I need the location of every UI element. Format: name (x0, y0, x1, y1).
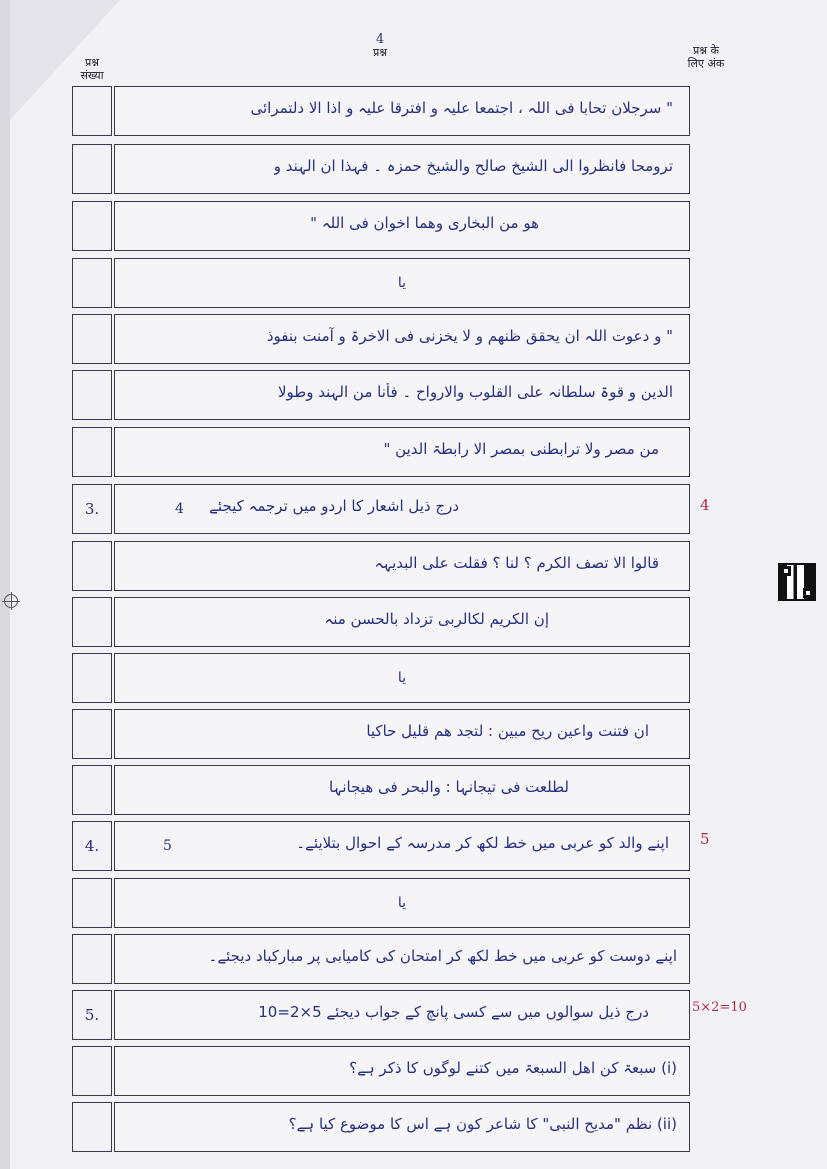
question-text-cell (114, 934, 690, 984)
question-text: (ii) نظم "مدیح النبی" کا شاعر کون ہے اس کا موضوع کیا ہے؟ (288, 1115, 677, 1133)
question-number-cell (72, 1046, 112, 1096)
question-text: " و دعوت اللہ ان یحقق ظنهم و لا یخزنی فی الاخرۃ و آمنت بنفوذ (266, 327, 673, 345)
table-row (72, 314, 690, 364)
question-text: هو من البخاری وهما اخوان فی اللہ " (310, 214, 539, 232)
question-number-cell (72, 427, 112, 477)
question-number-cell (72, 541, 112, 591)
table-row (72, 86, 690, 136)
question-text-cell (114, 314, 690, 364)
answer-sheet (10, 0, 827, 1169)
marks-header (675, 44, 737, 70)
awarded-marks: 5 (700, 830, 710, 848)
question-number-header (72, 56, 112, 82)
header-label: प्रश्न के (693, 44, 719, 57)
question-number-cell (72, 258, 112, 308)
question-text-cell (114, 821, 690, 871)
question-text-cell (114, 597, 690, 647)
question-text-cell (114, 878, 690, 928)
table-row (72, 990, 690, 1040)
table-row (72, 597, 690, 647)
awarded-marks: 5×2=10 (692, 1000, 747, 1015)
qr-code (778, 563, 816, 601)
table-row (72, 709, 690, 759)
question-text: ان فتنت واعین ریح مبین : لتجد هم قلیل حاکیا (366, 722, 649, 740)
question-text: اپنے دوست کو عربی میں خط لکھ کر امتحان کی کامیابی پر مبارکباد دیجئے۔ (208, 947, 677, 965)
table-row (72, 201, 690, 251)
question-text: اپنے والد کو عربی میں خط لکھ کر مدرسہ کے احوال بتلایئے۔ (296, 834, 669, 852)
table-row (72, 1046, 690, 1096)
table-row (72, 765, 690, 815)
question-header (355, 33, 405, 59)
question-number-cell (72, 201, 112, 251)
question-number-cell (72, 934, 112, 984)
page-number: 4 (375, 32, 385, 47)
question-number-cell: 3. (72, 484, 112, 534)
question-number-cell (72, 709, 112, 759)
table-row (72, 1102, 690, 1152)
table-row (72, 878, 690, 928)
question-text: " سرجلان تحابا فی اللہ ، اجتمعا علیہ و افترقا علیہ و اذا الا دلتمرائی (250, 99, 673, 117)
question-number-cell: 4. (72, 821, 112, 871)
question-text: درج ذیل اشعار کا اردو میں ترجمہ کیجئے (209, 497, 459, 515)
question-number-cell (72, 86, 112, 136)
table-row (72, 144, 690, 194)
table-row (72, 653, 690, 703)
question-number-cell: 5. (72, 990, 112, 1040)
table-row (72, 934, 690, 984)
header-label: प्रश्न (372, 46, 388, 59)
question-text: الدین و قوۃ سلطانہ علی القلوب والارواح ۔ فأنا من الہند وطولا (277, 383, 673, 401)
question-text-cell (114, 258, 690, 308)
question-text-cell (114, 484, 690, 534)
question-text-cell (114, 370, 690, 420)
question-text-cell (114, 541, 690, 591)
question-text: قالوا الا تصف الکرم ؟ لنا ؟ فقلت علی البدیہہ (374, 554, 659, 572)
question-text-cell (114, 144, 690, 194)
question-number-cell (72, 370, 112, 420)
awarded-marks: 4 (700, 496, 710, 514)
question-number-cell (72, 144, 112, 194)
question-text-cell (114, 709, 690, 759)
question-text-cell (114, 201, 690, 251)
header-label: लिए अंक (687, 57, 725, 70)
question-text-cell (114, 990, 690, 1040)
question-text: ترومحا فانظروا الی الشیخ صالح والشیخ حمزہ ۔ فہذا ان الہند و (273, 157, 673, 175)
question-number-cell (72, 597, 112, 647)
question-text-cell (114, 765, 690, 815)
question-text: لطلعت فی تیجانہا : والبحر فی هیجانہا (329, 778, 569, 796)
question-number-cell (72, 1102, 112, 1152)
or-text: یا (397, 275, 407, 291)
question-text-cell (114, 427, 690, 477)
header-label: प्रश्न (84, 56, 100, 69)
table-row (72, 258, 690, 308)
question-number-cell (72, 878, 112, 928)
question-text: درج ذیل سوالوں میں سے کسی پانچ کے جواب دیجئے 5×2=10 (258, 1003, 649, 1021)
table-row (72, 821, 690, 871)
question-text: (i) سبعۃ کن اهل السبعۃ میں کتنے لوگوں کا ذکر ہے؟ (349, 1059, 677, 1077)
or-text: یا (397, 670, 407, 686)
question-text: إن الکریم لکالربی تزداد بالحسن منہ (324, 610, 549, 628)
question-text-cell (114, 1102, 690, 1152)
table-row (72, 370, 690, 420)
question-text: من مصر ولا ترابطنی بمصر الا رابطۃ الدین " (383, 440, 659, 458)
question-number-cell (72, 314, 112, 364)
question-number-cell (72, 765, 112, 815)
table-row (72, 427, 690, 477)
marks-value: 5 (163, 838, 172, 854)
or-text: یا (397, 895, 407, 911)
question-number-cell (72, 653, 112, 703)
question-text-cell (114, 1046, 690, 1096)
question-text-cell (114, 86, 690, 136)
marks-value: 4 (175, 501, 184, 517)
header-label: संख्या (80, 69, 104, 82)
table-row (72, 541, 690, 591)
registration-mark-icon (4, 594, 18, 608)
question-text-cell (114, 653, 690, 703)
table-row (72, 484, 690, 534)
